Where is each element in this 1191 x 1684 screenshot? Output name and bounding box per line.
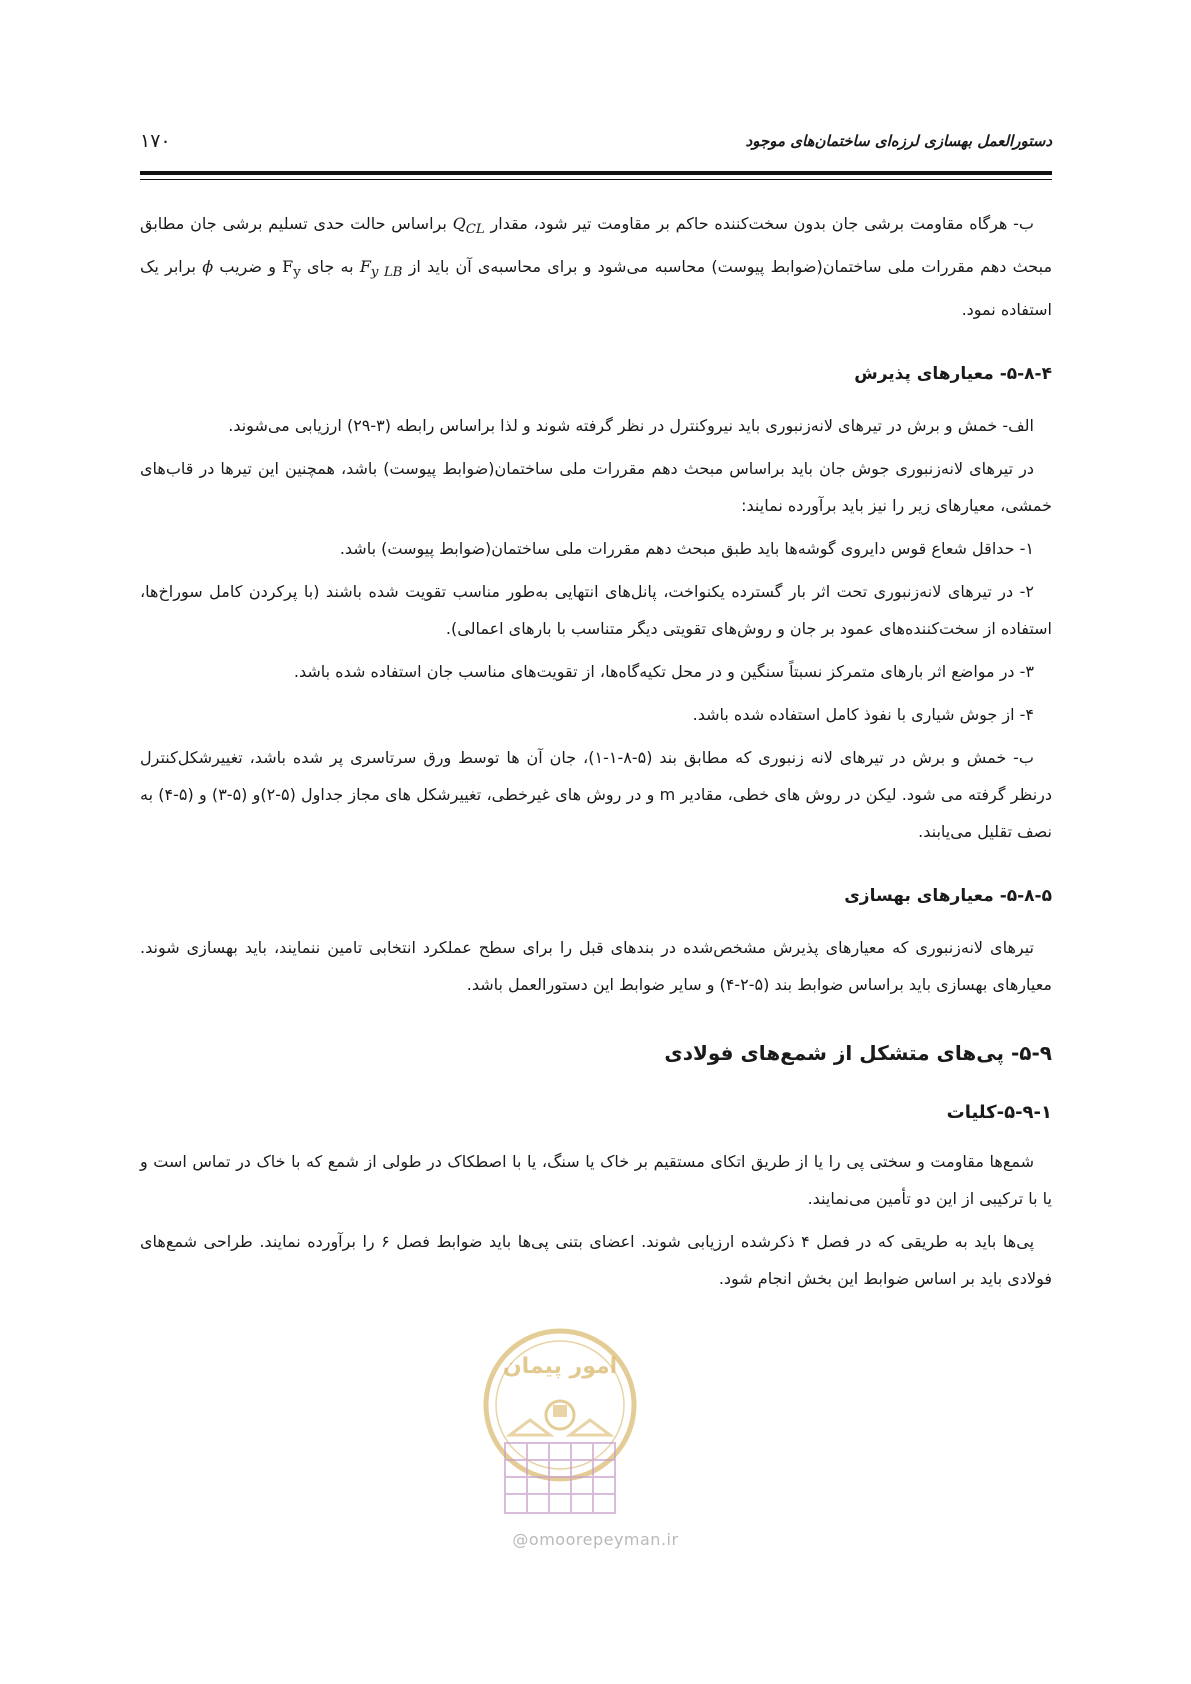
page-number: ۱۷۰	[140, 130, 171, 152]
list-item: ۲- در تیرهای لانه‌زنبوری تحت اثر بار گسترده یکنواخت، پانل‌های انتهایی به‌طور مناسب تقویت شده باشند (با پرکردن کامل سوراخ‌ها، استفاده از سخت‌کننده‌های عمود بر جان و روش‌های تقویتی دیگر متناسب با بارهای اعمالی).	[140, 582, 1052, 639]
heading-steel-piles: ۵-۹- پی‌های متشکل از شمع‌های فولادی	[664, 1041, 1052, 1066]
symbol-q-cl: $Q_{CL}$	[452, 214, 485, 238]
watermark-url: @omoorepeyman.ir	[512, 1530, 679, 1549]
text-fragment: ب- هرگاه مقاومت برشی جان بدون سخت‌کننده حاکم بر مقاومت تیر شود، مقدار	[490, 214, 1034, 233]
symbol-f-ylb: $F_{y LB}$	[359, 257, 403, 281]
seal-text: امور پیمان	[502, 1354, 618, 1379]
list-item: ۱- حداقل شعاع قوس دایروی گوشه‌ها باید طبق مبحث دهم مقررات ملی ساختمان(ضوابط پیوست) باشد.	[339, 539, 1034, 559]
symbol-phi: ϕ	[202, 257, 214, 277]
paragraph-piles-2: پی‌ها باید به طریقی که در فصل ۴ ذکرشده ارزیابی شوند. اعضای بتنی پی‌ها باید ضوابط فصل ۶ را برآورده نمایند. طراحی شمع‌های فولادی باید بر اساس ضوابط این بخش انجام شود.	[140, 1232, 1052, 1289]
paragraph-be: ب- خمش و برش در تیرهای لانه زنبوری که مطابق بند (۵-۸-۱-۱)، جان آن ها توسط ورق سرتاسری پر شده باشد، تغییرشکل‌کنترل درنظر گرفته می شود. لیکن در روش های خطی، مقادیر m و در روش های غیرخطی، تغییرشکل های مجاز جداول (۵-۲)و (۵-۳) و (۵-۴) به نصف تقلیل می‌یابند.	[140, 748, 1053, 842]
seal-logo	[450, 1325, 670, 1525]
at-icon: @	[512, 1530, 529, 1549]
paragraph-retrofit: تیرهای لانه‌زنبوری که معیارهای پذیرش مشخص‌شده در بندهای قبل را برای سطح عملکرد انتخابی تامین ننمایند، باید بهسازی شوند. معیارهای بهسازی باید براساس ضوابط بند (۵-۲-۴) و سایر ضوابط این دستورالعمل باشد.	[140, 938, 1052, 995]
paragraph-alef: الف- خمش و برش در تیرهای لانه‌زنبوری باید نیروکنترل در نظر گرفته شوند و لذا براساس رابطه (۳-۲۹) ارزیابی می‌شوند.	[228, 416, 1034, 436]
page-header	[140, 120, 1052, 160]
header-rule-thin	[140, 179, 1052, 180]
heading-acceptance-criteria: ۵-۸-۴- معیارهای پذیرش	[854, 364, 1052, 385]
text-fragment: برابر یک استفاده نمود.	[140, 257, 1052, 320]
heading-general: ۵-۹-۱-کلیات	[946, 1102, 1052, 1124]
header-rule-thick	[140, 171, 1052, 175]
paragraph-q-cl	[140, 205, 1052, 328]
text-fragment: به جای	[307, 257, 354, 277]
paragraph-web-weld: در تیرهای لانه‌زنبوری جوش جان باید براساس مبحث دهم مقررات ملی ساختمان(ضوابط پیوست) باشد، همچنین این تیرها در قاب‌های خمشی، معیارهای زیر را نیز باید برآورده نمایند:	[140, 459, 1052, 516]
heading-retrofit-criteria: ۵-۸-۵- معیارهای بهسازی	[844, 886, 1052, 907]
paragraph-piles-1: شمع‌ها مقاومت و سختی پی را یا از طریق اتکای مستقیم بر خاک یا سنگ، یا با اصطکاک در طولی از شمع که با خاک در تماس است و یا با ترکیبی از این دو تأمین می‌نمایند.	[140, 1152, 1052, 1209]
text-fragment: و ضریب	[219, 257, 276, 277]
list-item: ۳- در مواضع اثر بارهای متمرکز نسبتاً سنگین و در محل تکیه‌گاه‌ها، از تقویت‌های مناسب جان استفاده شده باشد.	[293, 662, 1034, 682]
symbol-fy: $F_y$	[282, 257, 301, 281]
text-fragment: براساس حالت حدی تسلیم برشی جان مطابق مبحث دهم مقررات ملی ساختمان(ضوابط پیوست) محاسبه می‌شود و برای محاسبه‌ی آن باید از	[140, 214, 1053, 277]
list-item: ۴- از جوش شیاری با نفوذ کامل استفاده شده باشد.	[692, 705, 1034, 725]
page-body	[140, 205, 1052, 1303]
running-title: دستورالعمل بهسازی لرزه‌ای ساختمان‌های موجود	[745, 132, 1052, 150]
